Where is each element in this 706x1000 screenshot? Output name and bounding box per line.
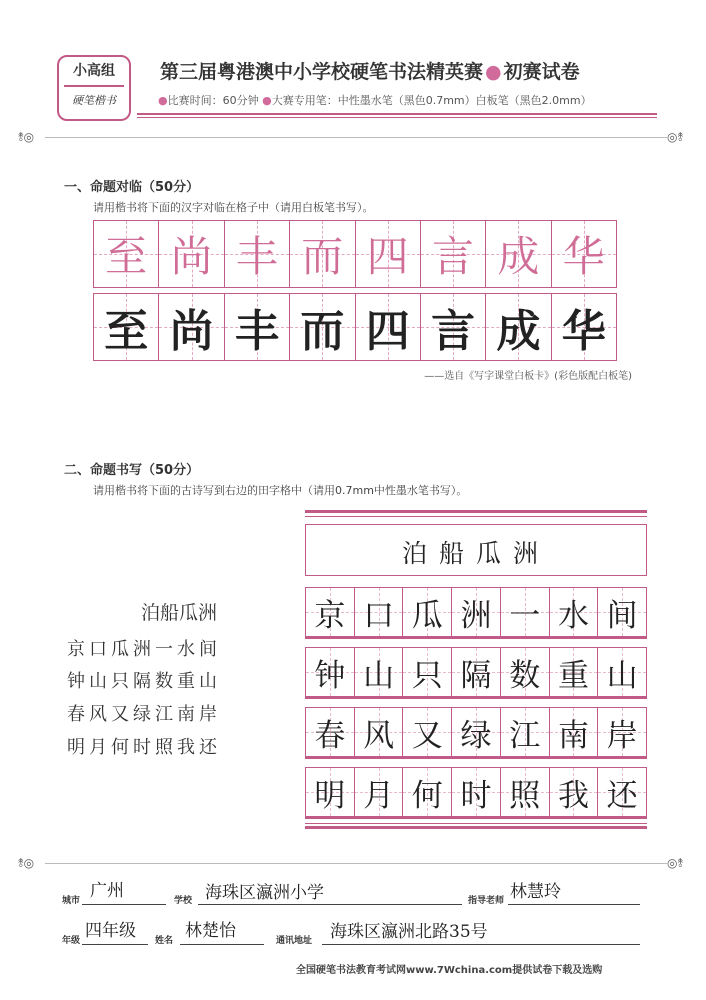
model-cell <box>356 221 421 287</box>
grid-top-bar <box>305 510 647 513</box>
writing-cell[interactable] <box>355 768 404 816</box>
poem-line: 钟山只隔数重山 <box>67 671 221 692</box>
group-badge <box>57 55 131 121</box>
section1-heading: 一、命题对临（50分） <box>64 180 200 195</box>
ornament-left-icon: ⥉◎ <box>18 130 35 144</box>
copy-cell[interactable] <box>552 294 616 360</box>
model-cell <box>94 221 159 287</box>
pen-note: 大赛专用笔：中性墨水笔（黑色0.7mm）白板笔（黑色2.0mm） <box>271 94 592 107</box>
writing-cell[interactable] <box>403 768 452 816</box>
writing-cell[interactable] <box>598 708 646 756</box>
grid-bottom-bar <box>305 826 647 829</box>
time-note: 比赛时间：60分钟 <box>167 94 259 107</box>
ornament-right-icon: ◎⥉ <box>667 130 684 144</box>
row-underline <box>305 817 647 819</box>
written-char: 何 <box>411 777 443 814</box>
writing-cell[interactable] <box>355 588 404 636</box>
writing-cell[interactable] <box>501 708 550 756</box>
row-underline <box>305 697 647 699</box>
written-char: 山 <box>363 657 395 694</box>
written-char: 京 <box>314 597 346 634</box>
copied-char: 至 <box>104 306 149 357</box>
writing-cell[interactable] <box>452 708 501 756</box>
model-cell <box>225 221 290 287</box>
copy-cell[interactable] <box>225 294 290 360</box>
writing-cell[interactable] <box>306 648 355 696</box>
name-underline <box>180 944 264 945</box>
written-char: 时 <box>460 777 492 814</box>
writing-cell[interactable] <box>501 768 550 816</box>
exam-title <box>160 57 580 84</box>
name-label: 姓名 <box>155 936 174 946</box>
copied-char: 而 <box>300 306 345 357</box>
name-value[interactable]: 林楚怡 <box>185 921 236 941</box>
teacher-value[interactable]: 林慧玲 <box>510 882 561 902</box>
written-char: 南 <box>557 717 589 754</box>
badge-group-label: 小高组 <box>73 63 115 79</box>
ornament-right-icon: ◎⥉ <box>667 856 684 870</box>
written-char: 钟 <box>314 657 346 694</box>
model-cell <box>486 221 551 287</box>
written-char: 我 <box>557 777 589 814</box>
poem-line: 京口瓜洲一水间 <box>67 639 221 660</box>
written-char: 洲 <box>460 597 492 634</box>
writing-cell[interactable] <box>403 588 452 636</box>
copy-cell[interactable] <box>421 294 486 360</box>
city-underline <box>82 904 166 905</box>
model-char: 而 <box>301 232 344 281</box>
section2-heading: 二、命题书写（50分） <box>64 463 200 478</box>
address-label: 通讯地址 <box>276 936 313 946</box>
writing-cell[interactable] <box>598 768 646 816</box>
school-label: 学校 <box>174 896 193 906</box>
writing-cell[interactable] <box>550 708 599 756</box>
writing-cell[interactable] <box>403 648 452 696</box>
grid-top-bar <box>305 516 647 517</box>
written-char: 又 <box>411 717 443 754</box>
bullet-icon: ● <box>158 94 168 107</box>
copy-cell[interactable] <box>356 294 421 360</box>
model-cell <box>421 221 486 287</box>
writing-row <box>305 587 647 637</box>
exam-title-main: 第三届粤港澳中小学校硬笔书法精英赛 <box>160 61 484 83</box>
written-char: 一 <box>509 597 541 634</box>
model-char: 言 <box>432 232 475 281</box>
address-value[interactable]: 海珠区瀛洲北路35号 <box>330 922 488 942</box>
written-char: 春 <box>314 717 346 754</box>
writing-cell[interactable] <box>501 648 550 696</box>
poem-line: 明月何时照我还 <box>67 737 221 758</box>
copied-char: 丰 <box>234 306 279 357</box>
written-char: 只 <box>411 657 443 694</box>
grade-underline <box>82 944 148 945</box>
title-dot-icon: ● <box>485 61 502 83</box>
bullet-icon: ● <box>262 94 272 107</box>
model-char: 至 <box>105 232 148 281</box>
model-cell <box>159 221 224 287</box>
school-underline <box>198 904 462 905</box>
copy-cell[interactable] <box>159 294 224 360</box>
model-char: 尚 <box>170 232 213 281</box>
written-char: 还 <box>606 777 638 814</box>
grid-bottom-bar <box>305 823 647 824</box>
writing-cell[interactable] <box>550 648 599 696</box>
teacher-underline <box>508 904 640 905</box>
model-cell <box>552 221 616 287</box>
ornament-left-icon: ⥉◎ <box>18 856 35 870</box>
ornament-line <box>45 863 667 864</box>
copied-char: 言 <box>431 306 476 357</box>
section2-instruction: 请用楷书将下面的古诗写到右边的田字格中（请用0.7mm中性墨水笔书写）。 <box>93 484 468 497</box>
writing-cell[interactable] <box>452 768 501 816</box>
copied-char: 尚 <box>169 306 214 357</box>
model-cell <box>290 221 355 287</box>
writing-cell[interactable] <box>452 588 501 636</box>
writing-cell[interactable] <box>403 708 452 756</box>
written-char: 绿 <box>460 717 492 754</box>
exam-subtitle <box>158 92 592 108</box>
written-char: 岸 <box>606 717 638 754</box>
written-char: 风 <box>363 717 395 754</box>
header-rule <box>137 117 657 118</box>
copy-cell[interactable] <box>486 294 551 360</box>
city-label: 城市 <box>62 896 81 906</box>
written-char: 数 <box>509 657 541 694</box>
written-char: 水 <box>557 597 589 634</box>
writing-cell[interactable] <box>501 588 550 636</box>
row-underline <box>305 637 647 639</box>
written-char: 江 <box>509 717 541 754</box>
written-char: 山 <box>606 657 638 694</box>
teacher-label: 指导老师 <box>468 896 505 906</box>
written-title: 泊船瓜洲 <box>401 539 550 568</box>
written-char: 月 <box>363 777 395 814</box>
copy-cell[interactable] <box>94 294 159 360</box>
written-title-box[interactable] <box>305 524 647 576</box>
writing-cell[interactable] <box>550 768 599 816</box>
copied-char: 华 <box>561 306 606 357</box>
grade-value[interactable]: 四年级 <box>85 921 136 941</box>
writing-cell[interactable] <box>598 588 646 636</box>
poem-title: 泊船瓜洲 <box>140 602 217 624</box>
writing-cell[interactable] <box>355 708 404 756</box>
written-char: 间 <box>606 597 638 634</box>
writing-cell[interactable] <box>355 648 404 696</box>
header-rule <box>137 113 657 115</box>
writing-row <box>305 767 647 817</box>
writing-cell[interactable] <box>306 708 355 756</box>
written-char: 明 <box>314 777 346 814</box>
written-char: 瓜 <box>411 597 443 634</box>
grade-label: 年级 <box>62 936 81 946</box>
badge-style-label: 硬笔楷书 <box>72 94 116 107</box>
copy-cell[interactable] <box>290 294 355 360</box>
badge-divider <box>64 85 124 87</box>
writing-cell[interactable] <box>598 648 646 696</box>
school-value[interactable]: 海珠区瀛洲小学 <box>205 883 324 903</box>
poem-line: 春风又绿江南岸 <box>67 704 221 725</box>
section1-instruction: 请用楷书将下面的汉字对临在格子中（请用白板笔书写）。 <box>93 201 374 214</box>
written-char: 口 <box>363 597 395 634</box>
model-char: 丰 <box>235 232 278 281</box>
model-char: 四 <box>366 232 409 281</box>
writing-row <box>305 707 647 757</box>
written-char: 重 <box>557 657 589 694</box>
ornament-line <box>45 137 667 138</box>
writing-cell[interactable] <box>452 648 501 696</box>
model-char-row <box>93 220 617 288</box>
city-value[interactable]: 广州 <box>90 881 124 901</box>
address-underline <box>322 944 640 945</box>
copied-char: 成 <box>496 306 541 357</box>
writing-cell[interactable] <box>306 768 355 816</box>
written-char: 照 <box>509 777 541 814</box>
source-credit: ——选自《写字课堂白板卡》(彩色版配白板笔) <box>424 371 632 382</box>
copied-char: 四 <box>365 306 410 357</box>
copy-char-row <box>93 293 617 361</box>
writing-row <box>305 647 647 697</box>
model-char: 成 <box>497 232 540 281</box>
writing-cell[interactable] <box>550 588 599 636</box>
writing-cell[interactable] <box>306 588 355 636</box>
footer-note: 全国硬笔书法教育考试网www.7Wchina.com提供试卷下载及选购 <box>296 965 603 976</box>
row-underline <box>305 757 647 759</box>
exam-title-suffix: 初赛试卷 <box>503 61 580 83</box>
model-char: 华 <box>562 232 605 281</box>
written-char: 隔 <box>460 657 492 694</box>
